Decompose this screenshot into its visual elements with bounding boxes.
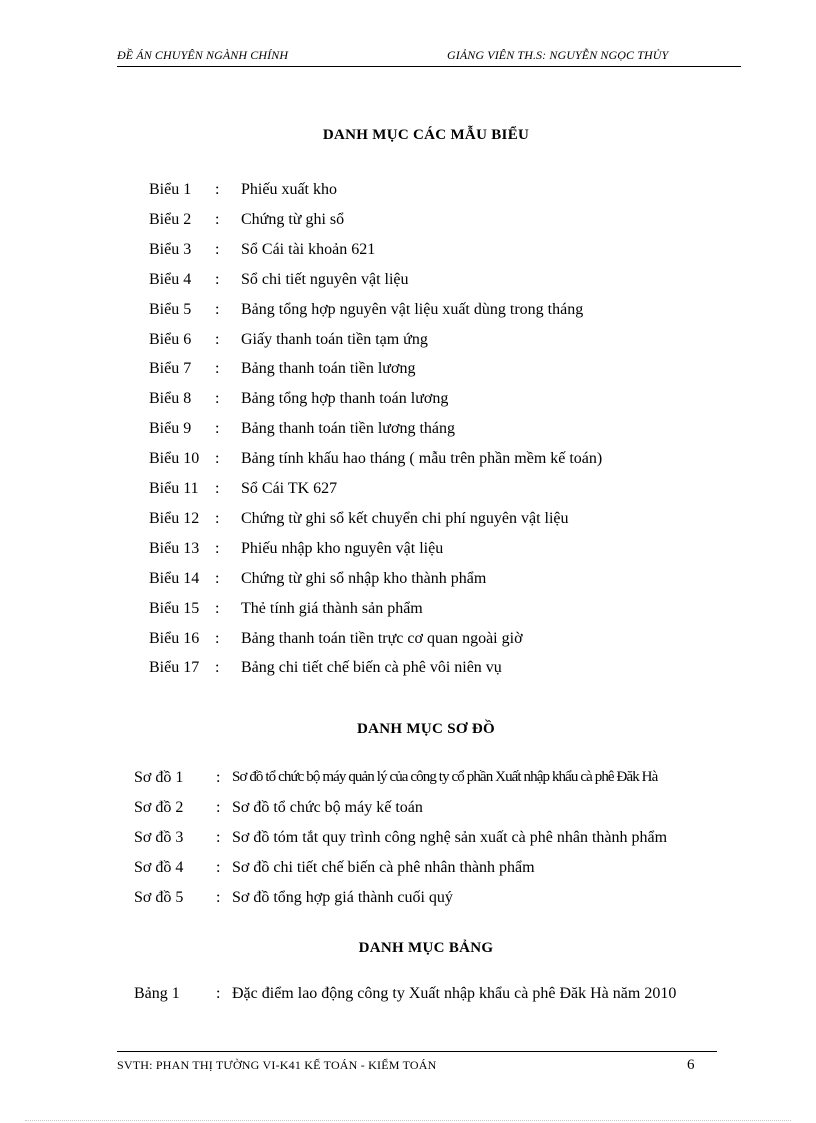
diagrams-list-item — [134, 859, 754, 883]
item-separator: : — [216, 769, 221, 786]
item-separator: : — [215, 480, 220, 497]
header-instructor: GIẢNG VIÊN TH.S: NGUYỄN NGỌC THỦY — [447, 48, 669, 62]
header-course-title: ĐỀ ÁN CHUYÊN NGÀNH CHÍNH — [117, 48, 289, 62]
forms-list-item — [149, 360, 709, 384]
forms-list-item — [149, 211, 709, 235]
item-separator: : — [215, 181, 220, 198]
item-text: Giấy thanh toán tiền tạm ứng — [241, 330, 428, 348]
item-text: Chứng từ ghi sổ — [241, 210, 345, 228]
item-separator: : — [215, 569, 220, 587]
item-text: Chứng từ ghi sổ nhập kho thành phẩm — [241, 569, 487, 587]
diagrams-list-item — [134, 889, 754, 913]
item-text: Chứng từ ghi sổ kết chuyển chi phí nguyên vật liệu — [241, 509, 569, 527]
item-text: Bảng tính khấu hao tháng ( mẫu trên phần mềm kế toán) — [241, 450, 603, 468]
item-label: Biểu 7 — [149, 360, 192, 378]
item-label: Biểu 3 — [149, 240, 192, 258]
item-separator: : — [215, 390, 220, 408]
item-separator: : — [216, 829, 221, 846]
item-label: Biểu 14 — [149, 569, 200, 587]
item-label: Sơ đồ 5 — [134, 889, 184, 906]
item-text: Sơ đồ tổ chức bộ máy quản lý của công ty cổ phần Xuất nhập khẩu cà phê Đăk Hà — [232, 769, 658, 785]
item-text: Sổ Cái TK 627 — [241, 480, 338, 497]
item-separator: : — [216, 889, 221, 906]
footer-student-info: SVTH: PHAN THỊ TƯỜNG VI-K41 KẾ TOÁN - KIỂM TOÁN — [117, 1058, 437, 1072]
forms-list-item — [149, 510, 709, 534]
item-label: Sơ đồ 4 — [134, 859, 184, 876]
forms-list-item — [149, 241, 709, 265]
item-text: Đặc điểm lao động công ty Xuất nhập khẩu cà phê Đăk Hà năm 2010 — [232, 985, 677, 1002]
item-label: Sơ đồ 3 — [134, 829, 184, 846]
item-separator: : — [215, 360, 220, 378]
item-separator: : — [216, 859, 221, 876]
item-label: Biểu 13 — [149, 539, 200, 557]
item-label: Biểu 2 — [149, 210, 192, 228]
item-separator: : — [215, 210, 220, 228]
item-separator: : — [215, 599, 220, 617]
forms-list-item — [149, 600, 709, 624]
item-separator: : — [215, 300, 220, 318]
item-separator: : — [215, 450, 220, 468]
diagrams-list-item — [134, 799, 754, 823]
forms-list-item — [149, 630, 709, 654]
forms-list-item — [149, 331, 709, 355]
item-text: Thẻ tính giá thành sản phẩm — [241, 599, 423, 617]
forms-list-item — [149, 181, 709, 205]
item-label: Bảng 1 — [134, 985, 180, 1002]
diagrams-list-item — [134, 829, 754, 853]
item-label: Biểu 16 — [149, 629, 200, 647]
item-separator: : — [215, 629, 220, 647]
item-text: Sổ chi tiết nguyên vật liệu — [241, 270, 409, 288]
item-separator: : — [216, 985, 221, 1002]
item-separator: : — [215, 509, 220, 527]
item-text: Bảng tổng hợp thanh toán lương — [241, 390, 449, 408]
item-label: Biểu 1 — [149, 181, 192, 198]
forms-list-item — [149, 390, 709, 414]
item-text: Sơ đồ tóm tắt quy trình công nghệ sản xuất cà phê nhân thành phẩm — [232, 829, 668, 846]
item-label: Biểu 11 — [149, 480, 199, 497]
item-text: Sổ Cái tài khoản 621 — [241, 240, 376, 258]
item-separator: : — [215, 240, 220, 258]
item-separator: : — [215, 330, 220, 348]
page-number: 6 — [687, 1057, 695, 1073]
item-label: Biểu 9 — [149, 420, 192, 438]
forms-list-item — [149, 570, 709, 594]
item-separator: : — [215, 420, 220, 438]
item-text: Bảng tổng hợp nguyên vật liệu xuất dùng trong tháng — [241, 300, 584, 318]
item-text: Sơ đồ tổ chức bộ máy kế toán — [232, 799, 423, 816]
forms-list-item — [149, 480, 709, 504]
page-bottom-border — [25, 1120, 791, 1121]
item-label: Sơ đồ 2 — [134, 799, 184, 816]
item-text: Bảng chi tiết chế biến cà phê vôi niên vụ — [241, 659, 502, 677]
item-text: Phiếu nhập kho nguyên vật liệu — [241, 539, 444, 557]
page-header — [117, 48, 741, 67]
forms-list-item — [149, 450, 709, 474]
item-separator: : — [215, 659, 220, 677]
item-label: Biểu 8 — [149, 390, 192, 408]
item-label: Biểu 15 — [149, 599, 200, 617]
item-label: Biểu 4 — [149, 270, 192, 288]
item-label: Biểu 10 — [149, 450, 200, 468]
diagrams-section-title: DANH MỤC SƠ ĐỒ — [357, 721, 495, 737]
forms-list-item — [149, 271, 709, 295]
forms-list-item — [149, 659, 709, 683]
forms-list-item — [149, 301, 709, 325]
item-text: Bảng thanh toán tiền lương — [241, 360, 416, 378]
item-label: Biểu 5 — [149, 300, 192, 318]
tables-section-title: DANH MỤC BẢNG — [358, 940, 494, 956]
diagrams-list-item — [134, 769, 754, 793]
item-text: Bảng thanh toán tiền trực cơ quan ngoài giờ — [241, 629, 523, 647]
footer-divider — [117, 1051, 717, 1052]
forms-list-item — [149, 540, 709, 564]
item-text: Bảng thanh toán tiền lương tháng — [241, 420, 455, 438]
forms-section-title: DANH MỤC CÁC MẪU BIỂU — [322, 127, 530, 143]
item-text: Sơ đồ chi tiết chế biến cà phê nhân thành phẩm — [232, 859, 535, 876]
item-label: Biểu 6 — [149, 330, 192, 348]
forms-list-item — [149, 420, 709, 444]
item-text: Phiếu xuất kho — [241, 181, 337, 198]
item-separator: : — [215, 539, 220, 557]
item-separator: : — [216, 799, 221, 816]
tables-list-item — [134, 985, 754, 1009]
item-label: Sơ đồ 1 — [134, 769, 184, 786]
item-separator: : — [215, 270, 220, 288]
item-label: Biểu 17 — [149, 659, 200, 677]
item-label: Biểu 12 — [149, 509, 200, 527]
page-footer — [117, 1058, 717, 1073]
item-text: Sơ đồ tổng hợp giá thành cuối quý — [232, 889, 453, 906]
